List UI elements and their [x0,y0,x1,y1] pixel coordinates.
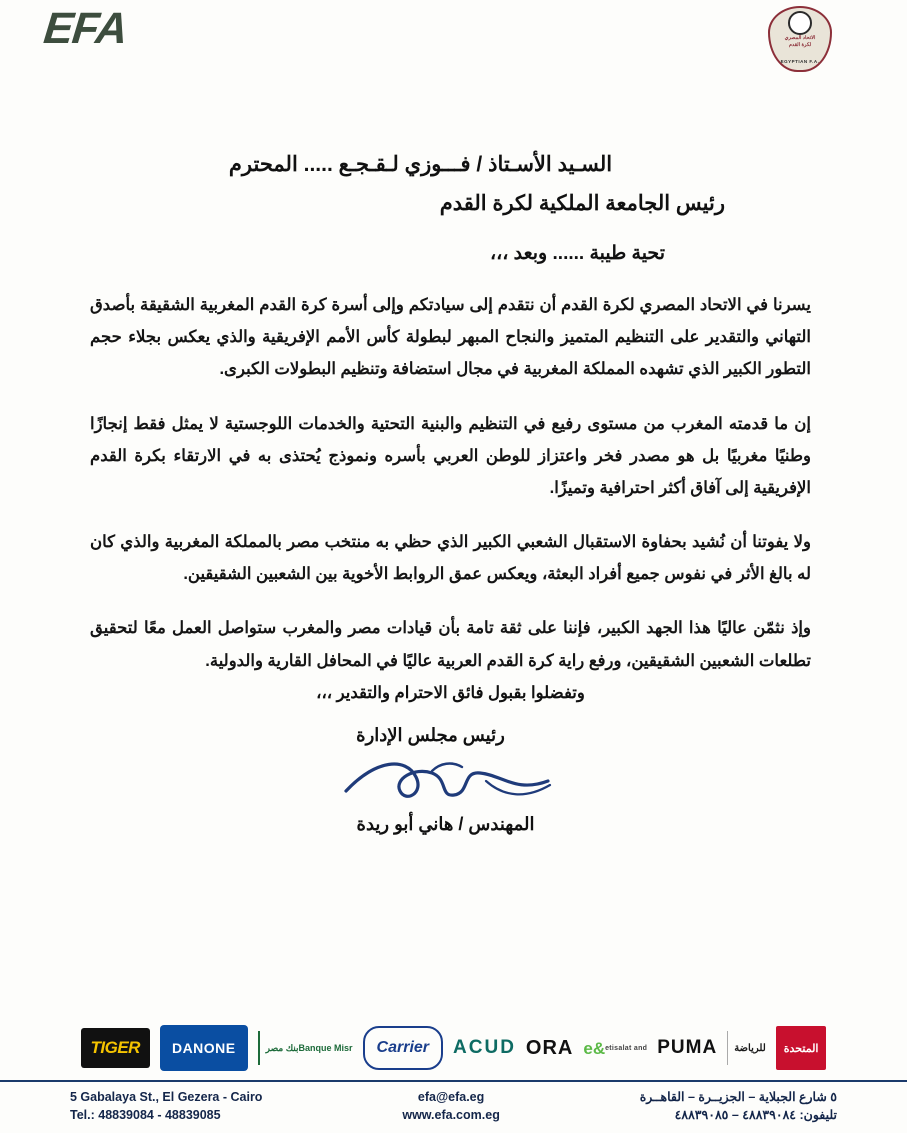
paragraph-4: وإذ نثمّن عاليًا هذا الجهد الكبير، فإننا على ثقة تامة بأن قيادات مصر والمغرب ستواصل العمل معًا لتحقيق تطلعات الشعبين الشقيقين، ورفع راية كرة القدم العربية عاليًا في المحافل القارية والدولية. [90,619,811,670]
signature-block [90,725,811,835]
sponsor-logo-danone: DANONE [160,1025,248,1071]
efa-crest-icon [763,2,837,76]
sponsor-logo-banque-misr [258,1031,353,1065]
footer-address-ar-block [640,1088,837,1126]
sponsor-banque-misr-en: Banque Misr [298,1042,353,1053]
sponsor-logo-tiger: TIGER [81,1028,150,1068]
sponsor-strip [0,1025,907,1071]
footer-address-en: 5 Gabalaya St., El Gezera - Cairo [70,1089,263,1104]
efa-logo: EFA [41,4,130,53]
sponsor-logo-etisalat [583,1031,647,1065]
footer-contact-block [402,1088,499,1126]
letter-body [0,152,907,835]
football-icon [788,11,812,35]
letter-header [0,0,907,100]
crest-band-text: EGYPTIAN F.A. [780,59,820,64]
crest-shield [768,6,832,72]
paragraph-3: ولا يفوتنا أن نُشيد بحفاوة الاستقبال الشعبي الكبير الذي حظي به منتخب مصر بالمملكة المغربية والذي كان له بالغ الأثر في نفوس جميع أفراد البعثة، ويعكس عمق الروابط الأخوية بين الشعبين الشقيقين. [90,533,811,584]
letter-footer [0,1080,907,1133]
sponsor-logo-ora: ORA [525,1036,574,1059]
footer-address-en-block [70,1088,262,1126]
sponsor-logo-acud: ACUD [453,1037,516,1058]
footer-phone-en: Tel.: 48839084 - 48839085 [70,1108,221,1123]
sponsor-etisalat-mark: e& [583,1038,606,1058]
sponsor-logo-carrier: Carrier [363,1026,443,1070]
signatory-name: المهندس / هاني أبو ريدة [356,813,535,834]
handwritten-signature-icon [90,750,811,812]
closing-line: وتفضلوا بقبول فائق الاحترام والتقدير ،،، [316,683,585,702]
paragraph-1: يسرنا في الاتحاد المصري لكرة القدم أن نتقدم إلى سيادتكم وإلى أسرة كرة القدم المغربية الشقيقة بأصدق التهاني والتقدير على التنظيم المتميز والنجاح المبهر لبطولة كأس الأمم الإفريقية والذي يعكس بجلاء حجم التطور الكبير الذي تشهده المملكة المغربية في مجال استضافة وتنظيم البطولات الكبرى. [90,296,811,379]
footer-email[interactable]: efa@efa.eg [417,1089,485,1104]
sponsor-banque-misr-ar: بنك مصر [265,1042,299,1053]
signature-title: رئيس مجلس الإدارة [356,724,505,745]
paragraph-2: إن ما قدمته المغرب من مستوى رفيع في التنظيم والبنية التحتية والخدمات اللوجستية لا يمثل فقط إنجازًا وطنيًا مغربيًا بل هو مصدر فخر واعتزاز للوطن العربي بأسره ونموذج يُحتذى به في الارتقاء بكرة القدم الإفريقية إلى آفاق أكثر احترافية وتميزًا. [90,414,811,497]
crest-arabic-line1: الاتحاد المصري [784,35,816,41]
sponsor-logo-united-bank: المتحدة [776,1026,827,1070]
sponsor-logo-puma: PUMA [657,1037,718,1058]
addressee-name: السـيد الأسـتاذ / فـــوزي لـقـجـع ..... المحترم [228,153,613,176]
footer-phone-ar: تليفون: ٤٨٨٣٩٠٨٤ – ٤٨٨٣٩٠٨٥ [674,1108,837,1123]
crest-arabic-line2: لكرة القدم [788,41,812,48]
addressee-title: رئيس الجامعة الملكية لكرة القدم [439,192,725,215]
footer-website[interactable]: www.efa.com.eg [402,1108,500,1123]
sponsor-logo-ryada: للرياضة [727,1031,766,1065]
greeting-line: تحية طيبة ...... وبعد ،،، [489,243,665,264]
footer-address-ar: ٥ شارع الجبلاية – الجزيــرة – القاهــرة [639,1089,837,1104]
sponsor-etisalat-sub: etisalat and [605,1044,648,1052]
